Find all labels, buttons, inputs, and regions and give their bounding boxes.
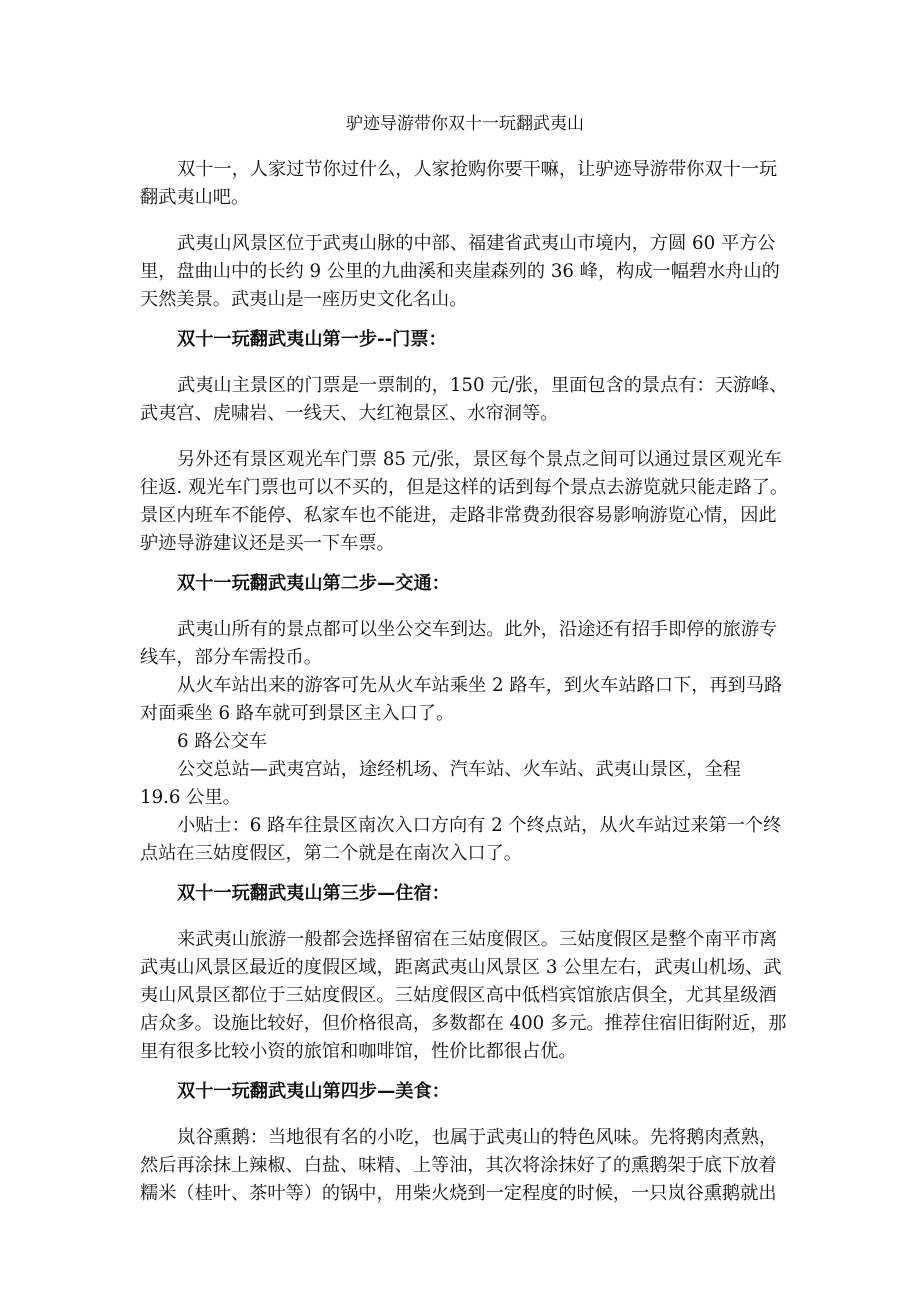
paragraph (140, 672, 790, 728)
section-heading (140, 570, 790, 598)
text-line: 武夷山风景区位于武夷山脉的中部、福建省武夷山市境内，方圆 60 平方公 (177, 233, 776, 254)
text-line: 公交总站—武夷宫站，途经机场、汽车站、火车站、武夷山景区，全程 (177, 759, 741, 780)
document-title: 驴迹导游带你双十一玩翻武夷山 (346, 114, 584, 134)
text-line: 然后再涂抹上辣椒、白盐、味精、上等油，其次将涂抹好了的熏鹅架于底下放着 (140, 1155, 777, 1176)
paragraph (140, 756, 790, 812)
text-line: 店众多。设施比较好，但价格很高，多数都在 400 多元。推荐住宿旧街附近，那 (140, 1013, 787, 1034)
paragraph (140, 156, 790, 212)
text-line: 19.6 公里。 (140, 787, 241, 808)
text-line: 里有很多比较小资的旅馆和咖啡馆，性价比都很占优。 (140, 1041, 577, 1062)
paragraph (140, 616, 790, 672)
text-line: 线车，部分车需投币。 (140, 647, 322, 668)
section-heading (140, 326, 790, 354)
text-line: 岚谷熏鹅：当地很有名的小吃，也属于武夷山的特色风味。先将鹅肉煮熟， (177, 1127, 778, 1148)
text-line: 武夷山风景区最近的度假区域，距离武夷山风景区 3 公里左右，武夷山机场、武 (140, 957, 782, 978)
text-line: 武夷宫、虎啸岩、一线天、大红袍景区、水帘洞等。 (140, 403, 559, 424)
paragraph (140, 1124, 790, 1208)
section-heading (140, 1078, 790, 1106)
text-line: 武夷山所有的景点都可以坐公交车到达。此外，沿途还有招手即停的旅游专 (177, 619, 778, 640)
text-line: 双十一，人家过节你过什么，人家抢购你要干嘛，让驴迹导游带你双十一玩 (177, 159, 778, 180)
text-line: 点站在三姑度假区，第二个就是在南次入口了。 (140, 843, 522, 864)
paragraph (140, 728, 790, 756)
text-line: 里，盘曲山中的长约 9 公里的九曲溪和夹崖森列的 36 峰，构成一幅碧水舟山的 (140, 261, 780, 282)
text-line: 来武夷山旅游一般都会选择留宿在三姑度假区。三姑度假区是整个南平市离 (177, 929, 778, 950)
paragraph (140, 230, 790, 314)
text-line: 天然美景。武夷山是一座历史文化名山。 (140, 289, 468, 310)
text-line: 驴迹导游建议还是买一下车票。 (140, 533, 395, 554)
text-line: 另外还有景区观光车门票 85 元/张，景区每个景点之间可以通过景区观光车 (177, 449, 782, 470)
text-line: 小贴士：6 路车往景区南次入口方向有 2 个终点站，从火车站过来第一个终 (177, 815, 782, 836)
text-line: 往返. 观光车门票也可以不买的，但是这样的话到每个景点去游览就只能走路了。 (140, 477, 789, 498)
text-line: 双十一玩翻武夷山第一步--门票： (177, 329, 447, 350)
document-body (140, 156, 790, 1208)
text-line: 6 路公交车 (177, 731, 268, 752)
paragraph (140, 372, 790, 428)
paragraph (140, 926, 790, 1066)
text-line: 双十一玩翻武夷山第四步—美食： (177, 1081, 450, 1102)
text-line: 糯米（桂叶、茶叶等）的锅中，用柴火烧到一定程度的时候，一只岚谷熏鹅就出 (140, 1183, 777, 1204)
paragraph (140, 812, 790, 868)
text-line: 武夷山主景区的门票是一票制的，150 元/张，里面包含的景点有：天游峰、 (177, 375, 788, 396)
text-line: 翻武夷山吧。 (140, 187, 250, 208)
text-line: 景区内班车不能停、私家车也不能进，走路非常费劲很容易影响游览心情，因此 (140, 505, 777, 526)
text-line: 夷山风景区都位于三姑度假区。三姑度假区高中低档宾馆旅店俱全，尤其星级酒 (140, 985, 777, 1006)
section-heading (140, 880, 790, 908)
text-line: 双十一玩翻武夷山第二步—交通： (177, 573, 450, 594)
text-line: 从火车站出来的游客可先从火车站乘坐 2 路车，到火车站路口下，再到马路 (177, 675, 783, 696)
paragraph (140, 446, 790, 558)
text-line: 对面乘坐 6 路车就可到景区主入口了。 (140, 703, 455, 724)
document-page (140, 110, 790, 1208)
text-line: 双十一玩翻武夷山第三步—住宿： (177, 883, 450, 904)
